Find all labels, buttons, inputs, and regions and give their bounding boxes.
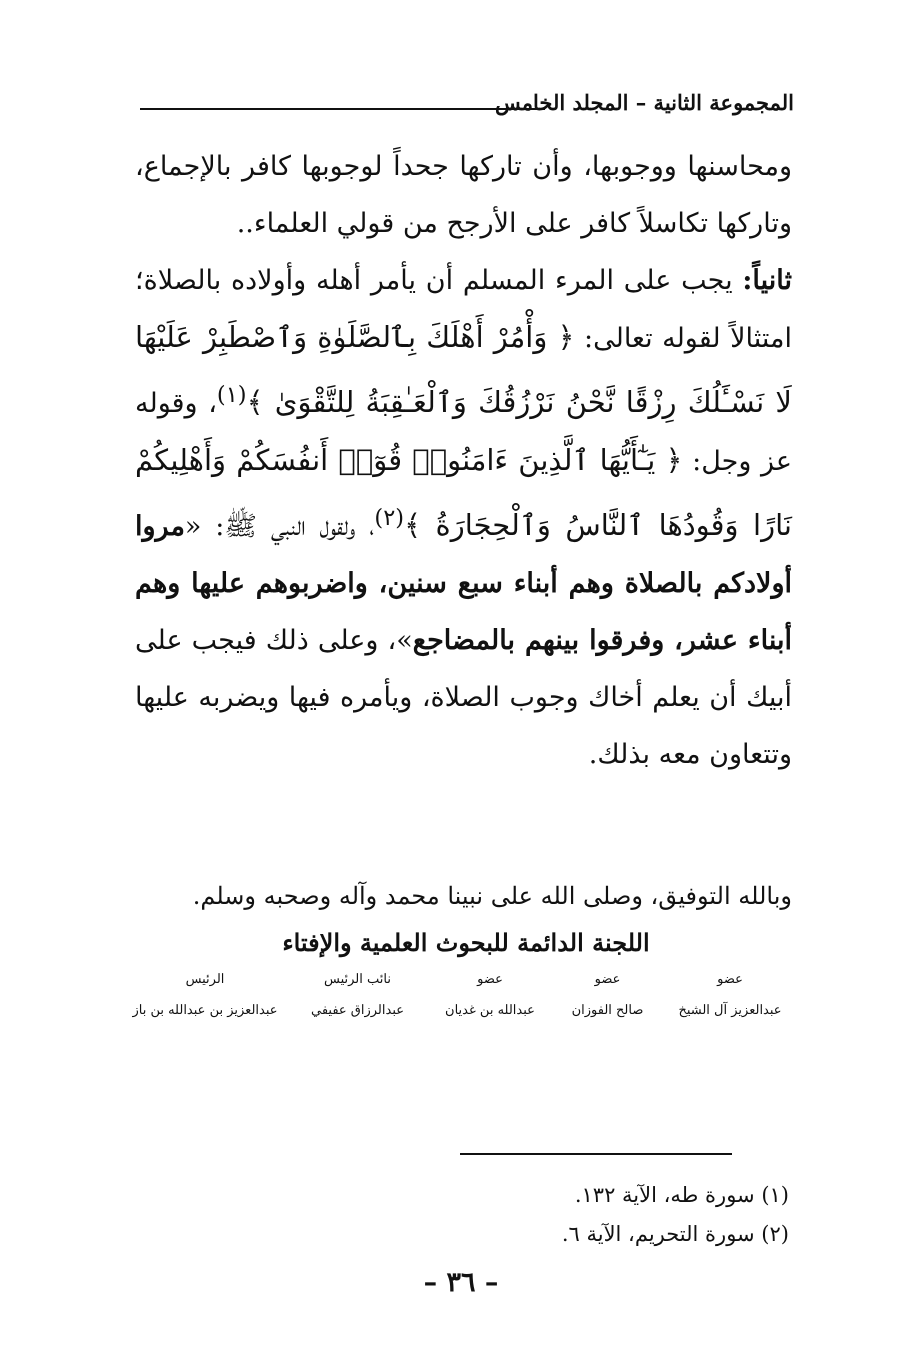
signatory-name: عبدالرزاق عفيفي [310,1003,405,1018]
signatory-name: عبدالعزيز آل الشيخ [678,1003,782,1018]
text-after-hadith: »، وعلى ذلك فيجب على أبيك أن يعلم أخاك وجوب الصلاة، ويأمره فيها ويضربه عليها وتتعاون معه بذلك. [135,625,792,770]
footnote-ref-1: (١) [216,382,247,408]
hadith-text: مروا أولادكم بالصلاة وهم أبناء سبع سنين، واضربوهم عليها وهم أبناء عشر، وفرقوا بينهم بالمضاجع [135,511,792,656]
signatory-roles [130,972,790,987]
signatory-role: عضو [477,972,503,987]
quran-verse-taha: ﴿ وَأْمُرْ أَهْلَكَ بِٱلصَّلَوٰةِ وَٱصْطَبِرْ عَلَيْهَا لَا نَسْـَٔلُكَ رِزْقًا نَّحْنُ نَرْزُقُكَ وَٱلْعَـٰقِبَةُ لِلتَّقْوَىٰ ﴾ [135,320,792,419]
text-after-verse-1: ، وقوله عز وجل: [135,388,792,477]
page-number: – ٣٦ – [423,1267,499,1298]
paragraph-first: ومحاسنها ووجوبها، وأن تاركها جحداً لوجوبها كافر بالإجماع، وتاركها تكاسلاً كافر على الأرجح من قولي العلماء.. [135,151,792,239]
committee-name: اللجنة الدائمة للبحوث العلمية والإفتاء [282,928,650,957]
signatory-name: عبدالعزيز بن عبدالله بن باز [132,1003,278,1018]
footnote-1: (١) سورة طه، الآية ١٣٢. [574,1183,789,1207]
header-rule [140,108,545,110]
footnote-ref-2: (٢) [374,505,405,531]
signatory-role: نائب الرئيس [324,972,391,987]
signatory-name: عبدالله بن غديان [445,1003,535,1018]
footnote-2: (٢) سورة التحريم، الآية ٦. [561,1222,789,1246]
closing-line: وبالله التوفيق، وصلى الله على نبينا محمد وآله وصحبه وسلم. [192,882,792,910]
paragraph-second [135,252,792,783]
signatory-names [130,1003,790,1018]
signatory-role: عضو [717,972,743,987]
section-label-second: ثانياً: [742,265,792,296]
text-after-verse-2: ، ولقول النبي ﷺ: « [184,511,375,542]
running-title: المجموعة الثانية – المجلد الخامس [495,90,794,115]
signatory-name: صالح الفوزان [571,1003,644,1018]
body-text [135,138,792,783]
footnote-rule [460,1153,732,1155]
signatory-role: عضو [594,972,621,987]
signatory-role: الرئيس [185,972,225,987]
paragraph-second-intro: يجب على المرء المسلم أن يأمر أهله وأولاده بالصلاة؛ امتثالاً لقوله تعالى: [135,265,793,354]
quran-verse-tahrim: ﴿ يَـٰٓأَيُّهَا ٱلَّذِينَ ءَامَنُوا۟ قُوٓا۟ أَنفُسَكُمْ وَأَهْلِيكُمْ نَارًا وَقُودُهَا ٱلنَّاسُ وَٱلْحِجَارَةُ ﴾ [135,443,792,542]
